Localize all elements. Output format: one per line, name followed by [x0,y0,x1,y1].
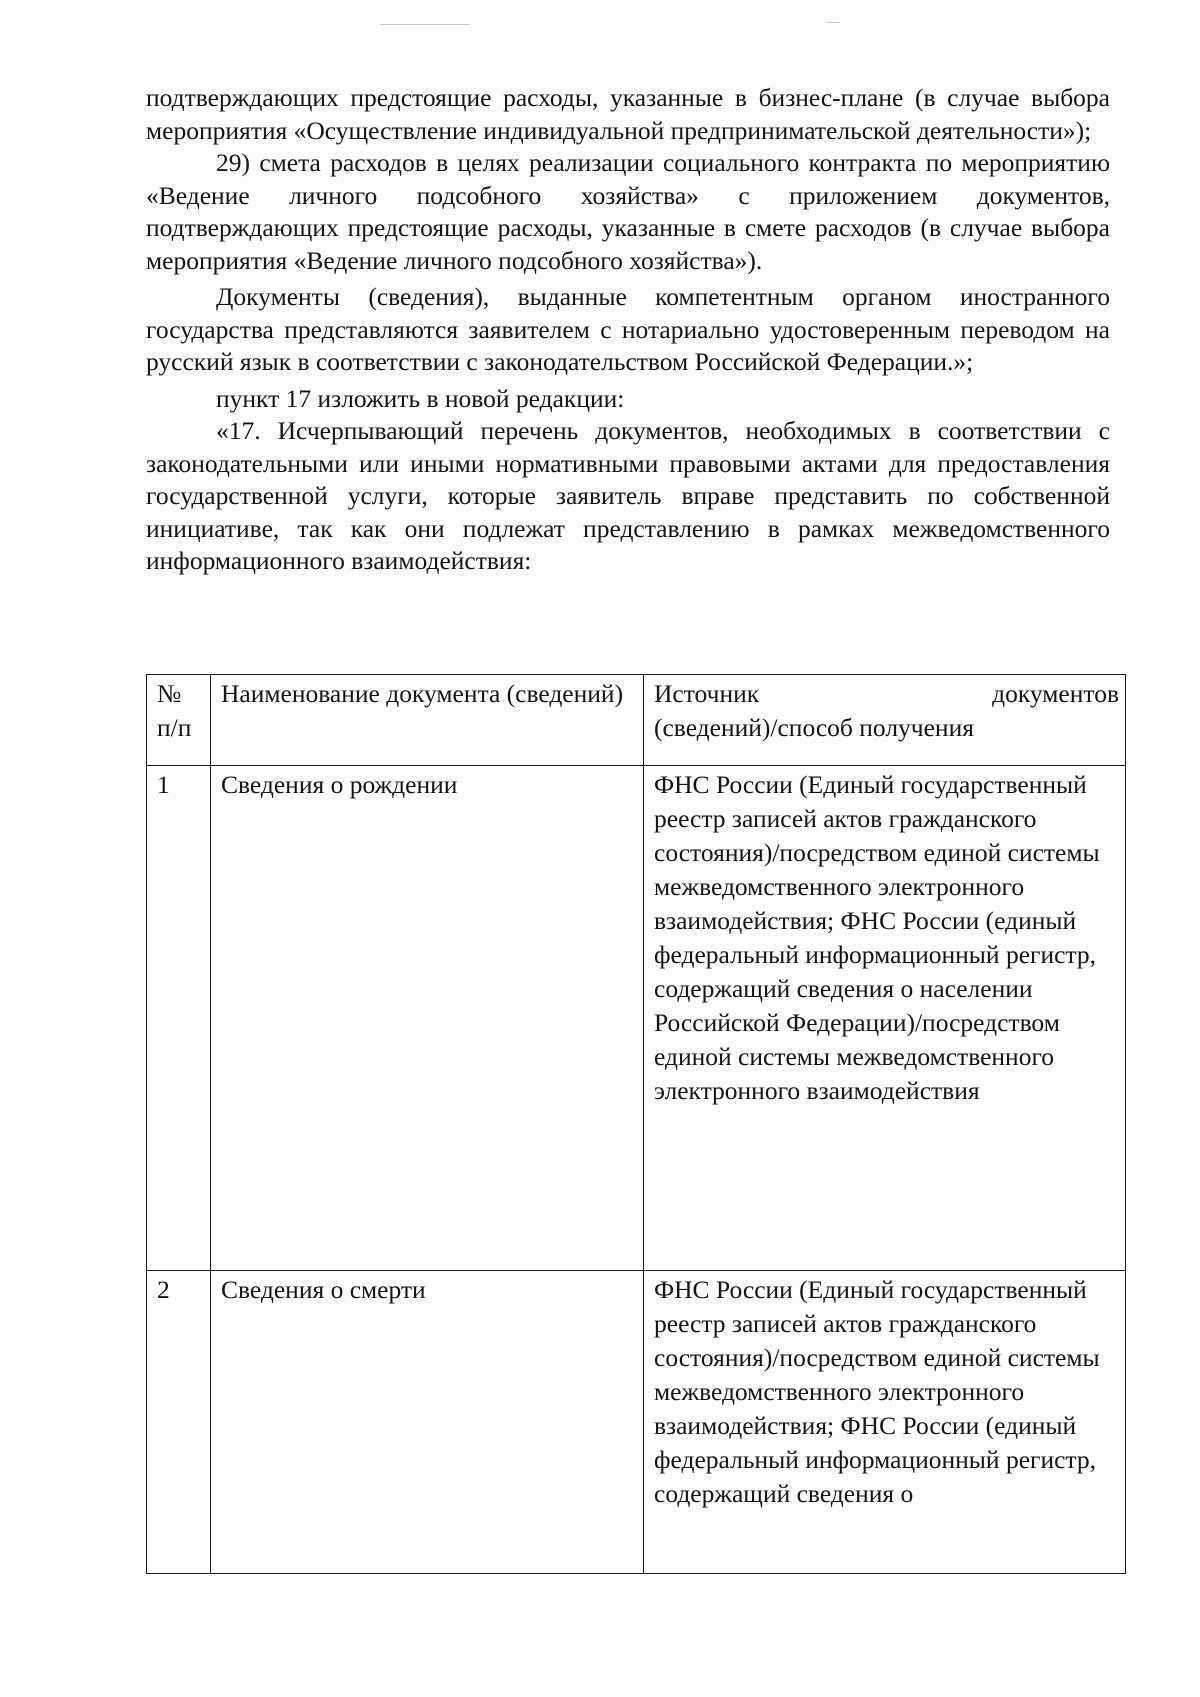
header-number: № п/п [147,675,211,766]
paragraph-foreign-documents: Документы (сведения), выданные компетентным органом иностранного государства представляются заявителем с нотариально удостоверенным переводом на русский язык в соответствии с законодательством Российской Федерации.»; [146,282,1110,376]
scan-artifact [380,24,470,25]
paragraph-point-17: «17. Исчерпывающий перечень документов, необходимых в соответствии с законодательными или иными нормативными правовыми актами для предоставления государственной услуги, которые заявитель вправе представить по собственной инициативе, так как они подлежат представлению в рамках межведомственного информационного взаимодействия: [146,416,1110,575]
row-document-name: Сведения о смерти [211,1271,644,1574]
header-document-name: Наименование документа (сведений) [211,675,644,766]
documents-table [146,674,1126,1574]
header-source-line1: Источник документов [654,679,1119,708]
row-source: ФНС России (Единый государственный реестр записей актов гражданского состояния)/посредством единой системы межведомственного электронного взаимодействия; ФНС России (единый федеральный информационный регистр, содержащий сведения о [644,1271,1126,1574]
table-row [147,766,1126,1271]
row-source: ФНС России (Единый государственный реестр записей актов гражданского состояния)/посредством единой системы межведомственного электронного взаимодействия; ФНС России (единый федеральный информационный регистр, содержащий сведения о населении Российской Федерации)/посредством единой системы межведомственного электронного взаимодействия [644,766,1126,1271]
document-body [146,82,1110,578]
paragraph-item-29: 29) смета расходов в целях реализации социального контракта по мероприятию «Ведение личного подсобного хозяйства» с приложением документов, подтверждающих предстоящие расходы, указанные в смете расходов (в случае выбора мероприятия «Ведение личного подсобного хозяйства»). [146,148,1110,275]
row-document-name: Сведения о рождении [211,766,644,1271]
paragraph-continuation: подтверждающих предстоящие расходы, указанные в бизнес-плане (в случае выбора мероприятия «Осуществление индивидуальной предпринимательской деятельности»); [146,83,1110,145]
header-source-line2: (сведений)/способ получения [654,713,974,742]
row-number: 1 [147,766,211,1271]
table-row [147,1271,1126,1574]
table-header-row [147,675,1126,766]
row-number: 2 [147,1271,211,1574]
header-source [644,675,1126,766]
scan-artifact [826,22,840,23]
paragraph-point-17-intro: пункт 17 изложить в новой редакции: [216,383,625,413]
